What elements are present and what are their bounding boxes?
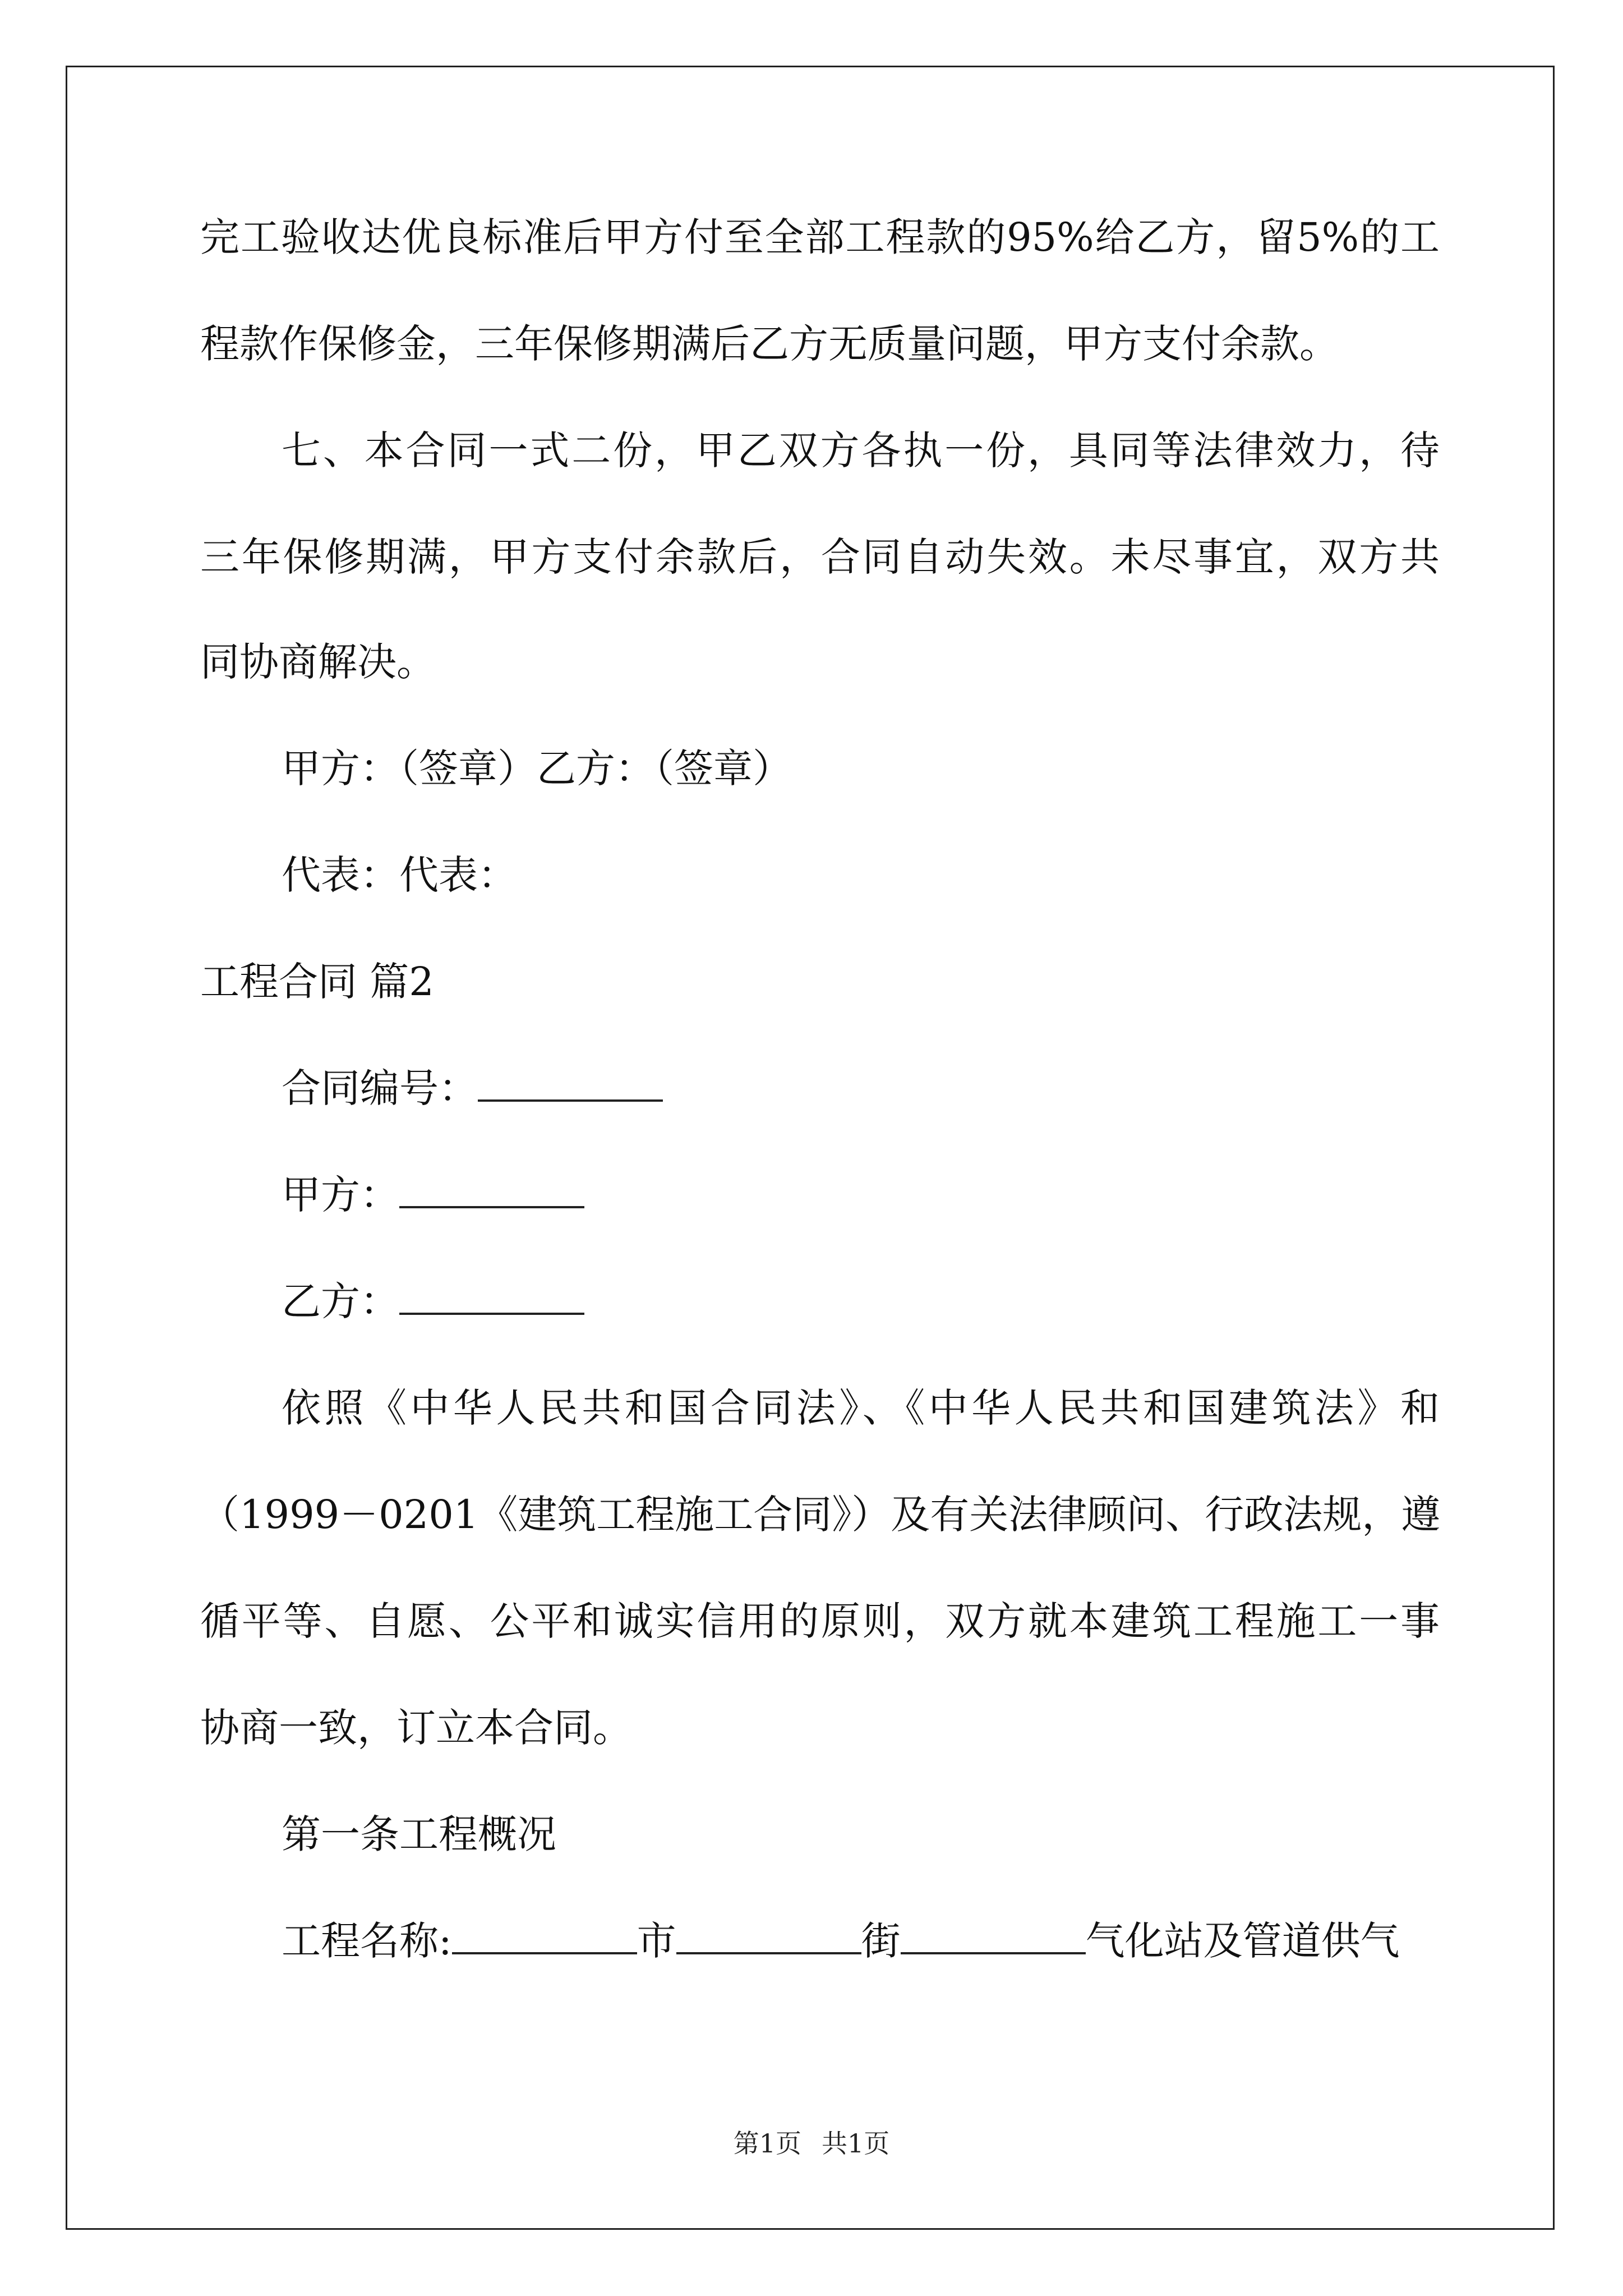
clause-seven-line: 七、本合同一式二份，甲乙双方各执一份，具同等法律效力，待 xyxy=(282,427,1440,473)
city-blank xyxy=(452,1921,637,1954)
text-line: 完工验收达优良标准后甲方付至全部工程款的95%给乙方，留5%的工 xyxy=(200,214,1440,260)
party-a-line xyxy=(282,1167,584,1223)
article-one-heading: 第一条工程概况 xyxy=(282,1811,556,1857)
street-blank xyxy=(676,1921,861,1954)
street-text: 街 xyxy=(861,1918,901,1964)
page-footer xyxy=(0,2123,1623,2160)
text-line: 同协商解决。 xyxy=(200,639,436,685)
text-line: 程款作保修金，三年保修期满后乙方无质量问题，甲方支付余款。 xyxy=(200,321,1339,367)
contract-number-label: 合同编号： xyxy=(282,1065,478,1111)
party-b-blank xyxy=(399,1281,584,1315)
contract-number-blank xyxy=(478,1068,663,1102)
text-line: 循平等、自愿、公平和诚实信用的原则，双方就本建筑工程施工一事 xyxy=(200,1598,1440,1644)
text-line: 依照《中华人民共和国合同法》、《中华人民共和国建筑法》和 xyxy=(282,1385,1440,1431)
project-tail-text: 气化站及管道供气 xyxy=(1085,1918,1400,1964)
representative-line: 代表：代表： xyxy=(282,852,517,898)
city-text: 市 xyxy=(637,1918,676,1964)
contract-number-line xyxy=(282,1060,663,1116)
party-a-label: 甲方： xyxy=(282,1172,399,1218)
signature-line: 甲方：（签章）乙方：（签章） xyxy=(282,746,792,792)
project-name-line xyxy=(282,1913,1400,1969)
party-a-blank xyxy=(399,1175,584,1208)
text-line: 三年保修期满，甲方支付余款后，合同自动失效。未尽事宜，双方共 xyxy=(200,534,1440,580)
section-heading: 工程合同 篇2 xyxy=(200,959,434,1005)
page-current: 第1页 xyxy=(733,2128,801,2159)
party-b-label: 乙方： xyxy=(282,1278,399,1324)
party-b-line xyxy=(282,1273,584,1329)
page-border xyxy=(66,66,1555,2230)
text-line: （1999－0201《建筑工程施工合同》）及有关法律顾问、行政法规，遵 xyxy=(200,1492,1441,1538)
station-blank xyxy=(901,1921,1086,1954)
project-name-label: 工程名称: xyxy=(282,1918,452,1964)
text-line: 协商一致，订立本合同。 xyxy=(200,1705,632,1751)
page-total: 共1页 xyxy=(822,2128,890,2159)
